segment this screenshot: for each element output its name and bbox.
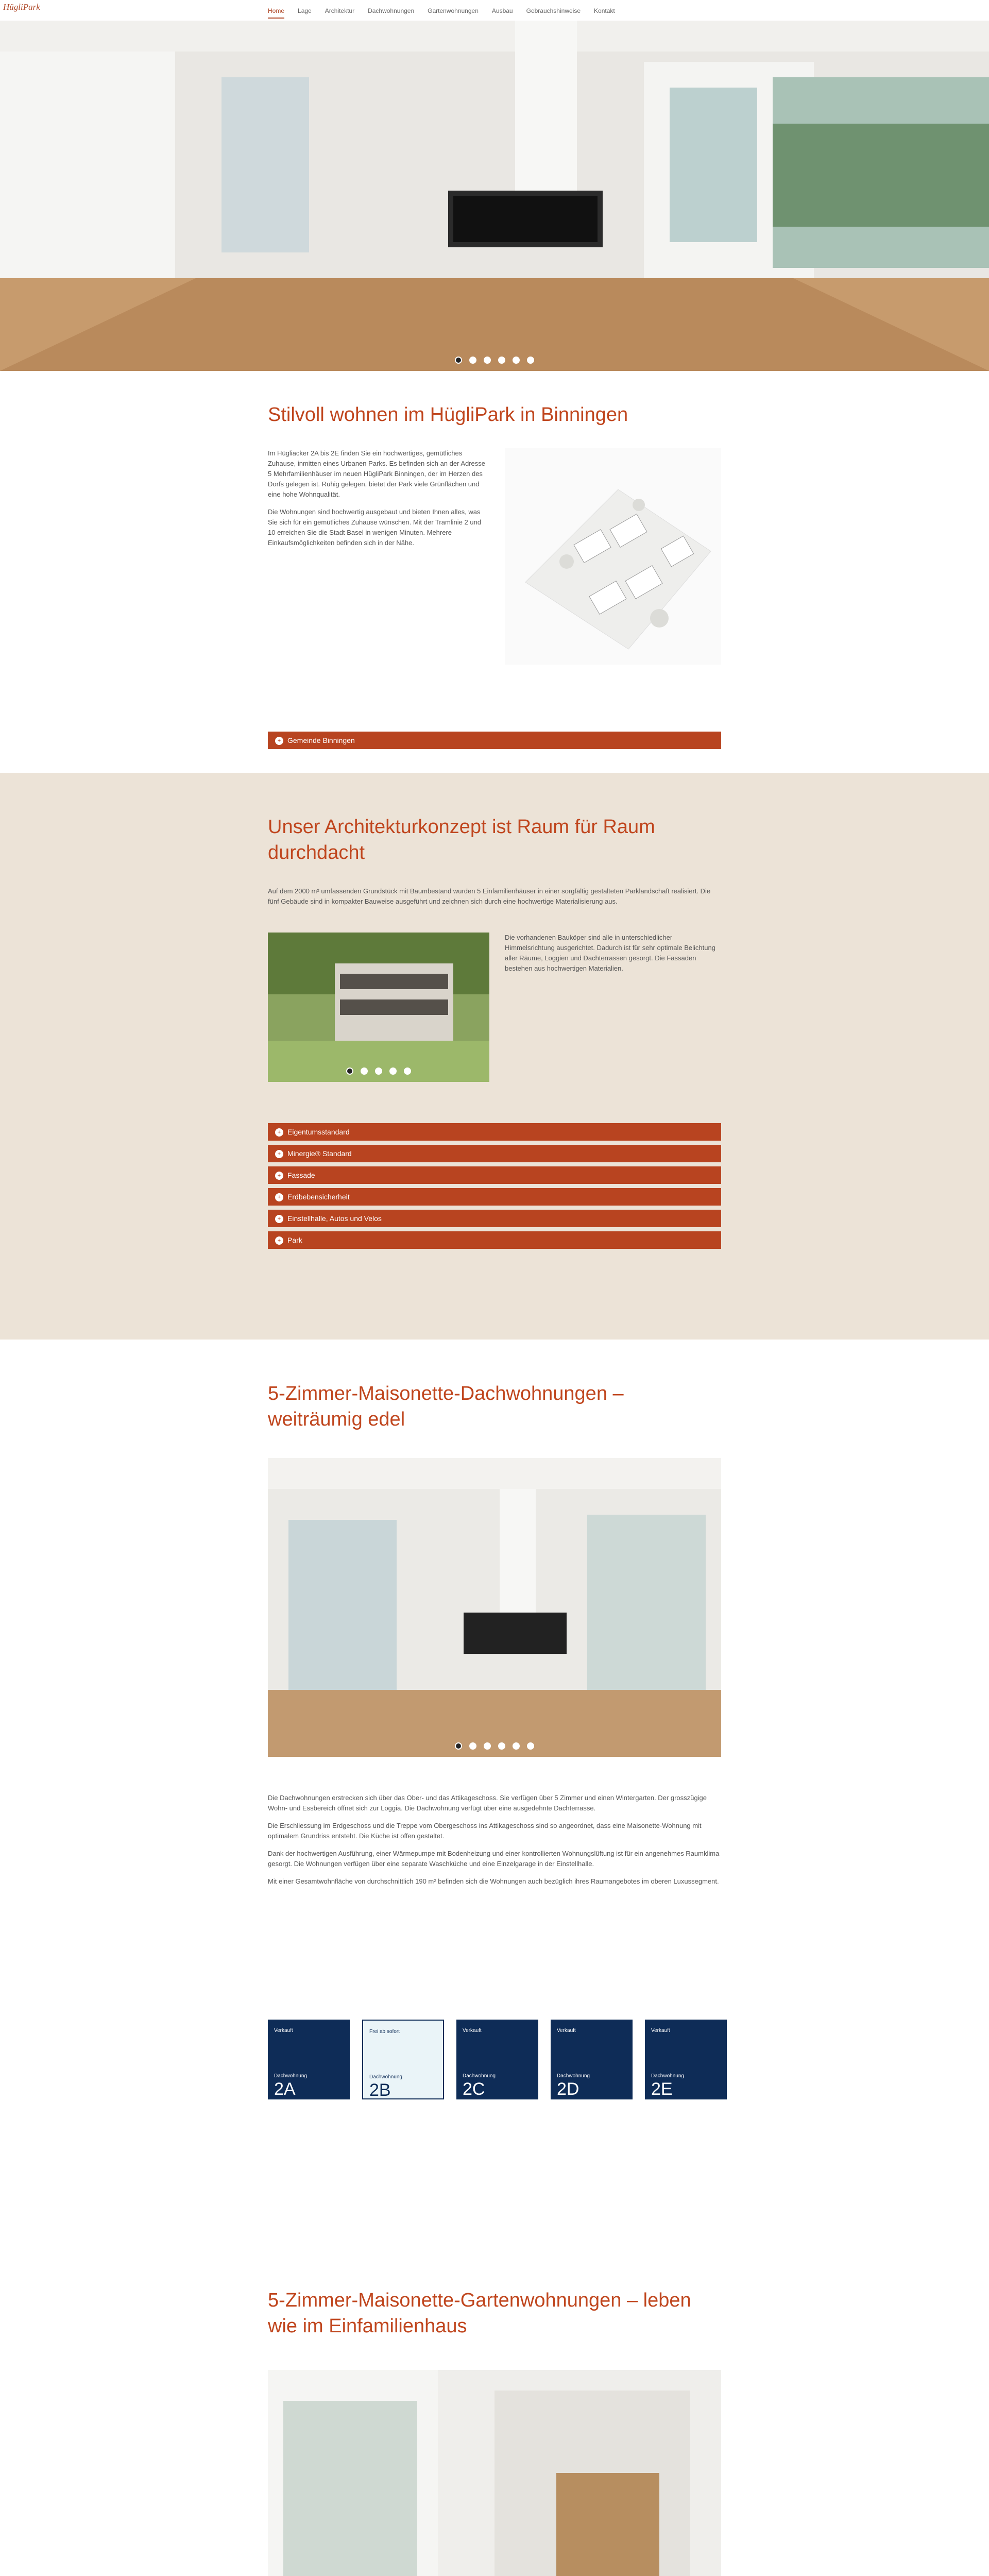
top-navigation [0,0,989,21]
accordion-label: Erdbebensicherheit [287,1193,350,1201]
slide-dot[interactable] [527,1742,534,1750]
accordion-label: Einstellhalle, Autos und Velos [287,1214,382,1223]
dach-unit-cards [268,2020,727,2099]
accordion-erdbebensicherheit[interactable] [268,1188,721,1206]
unit-card-2a[interactable] [268,2020,350,2099]
unit-type: Dachwohnung [463,2073,496,2079]
garten-title: 5-Zimmer-Maisonette-Gartenwohnungen – leben wie im Einfamilienhaus [268,2290,691,2337]
slide-dot[interactable] [469,1742,476,1750]
hero-slider-dots [0,357,989,364]
unit-status: Verkauft [463,2028,482,2033]
plus-icon: + [275,1215,283,1223]
accordion-label: Eigentumsstandard [287,1128,350,1136]
dach-slider-dots [268,1742,721,1750]
accordion-einstellhalle[interactable] [268,1210,721,1227]
unit-card-2c[interactable] [456,2020,538,2099]
slide-dot[interactable] [455,1742,462,1750]
accordion-label: Minergie® Standard [287,1149,352,1158]
architektur-section [0,773,989,1340]
dach-text-4: Mit einer Gesamtwohnfläche von durchschnittlich 190 m² befinden sich die Wohnungen auch bezüglich ihres Raumangebotes im oberen Luxussegment. [268,1877,719,1885]
intro-text-2: Die Wohnungen sind hochwertig ausgebaut und bieten Ihnen alles, was Sie sich für ein gemütliches Zuhause wünschen. Mit der Tramlinie 2 und 10 erreichen Sie die Stadt Basel in wenigen Minuten. Mehrere Einkaufsmöglichkeiten befinden sich in der Nähe. [268,508,482,547]
slide-dot[interactable] [498,1742,505,1750]
nav-kontakt[interactable]: Kontakt [594,7,615,14]
plus-icon: + [275,1150,283,1158]
intro-text-1: Im Hügliacker 2A bis 2E finden Sie ein hochwertiges, gemütliches Zuhause, inmitten eines Urbanen Parks. Es befinden sich an der Adresse 5 Mehrfamilienhäuser im neuen HügliPark Binningen, der im Herzen des Dorfs gelegen ist. Ruhig gelegen, bietet der Park viele Grünflächen und eine hohe Wohnqualität. [268,449,486,498]
site-plan-map [505,448,721,665]
unit-type: Dachwohnung [651,2073,684,2079]
garten-photo-slider [268,2370,721,2576]
unit-number: 2A [274,2079,296,2099]
architektur-title: Unser Architekturkonzept ist Raum für Raum durchdacht [268,816,655,863]
nav-home[interactable]: Home [268,7,284,19]
dach-text-2: Die Erschliessung im Erdgeschoss und die Treppe vom Obergeschoss ins Attikageschoss sind so angeordnet, dass eine Maisonette-Wohnung mit optimalem Grundriss entsteht. Die Küche ist offen gestaltet. [268,1822,702,1840]
plus-icon: + [275,1193,283,1201]
slide-dot[interactable] [389,1067,397,1075]
unit-status: Frei ab sofort [369,2029,400,2035]
unit-status: Verkauft [274,2028,293,2033]
unit-number: 2D [557,2079,579,2099]
main-menu [268,7,615,19]
accordion-label: Park [287,1236,302,1244]
dach-text-1: Die Dachwohnungen erstrecken sich über das Ober- und das Attikageschoss. Sie verfügen über 5 Zimmer und einen Wintergarten. Der grosszügige Wohn- und Essbereich öffnet sich zur Loggia. Die Dachwohnung verfügt über eine ausgedehnte Dachterrasse. [268,1794,707,1812]
hero-slider [0,21,989,371]
architektur-slider-dots [268,1067,489,1075]
slide-dot[interactable] [513,357,520,364]
plus-icon: + [275,1128,283,1137]
slide-dot[interactable] [375,1067,382,1075]
slide-dot[interactable] [498,357,505,364]
unit-card-2d[interactable] [551,2020,633,2099]
slide-dot[interactable] [527,357,534,364]
accordion-fassade[interactable] [268,1166,721,1184]
unit-number: 2B [369,2080,391,2100]
gemeinde-binningen-label: Gemeinde Binningen [287,736,355,744]
unit-type: Dachwohnung [557,2073,590,2079]
garten-photo [268,2370,721,2576]
slide-dot[interactable] [469,357,476,364]
nav-dachwohnungen[interactable]: Dachwohnungen [368,7,415,14]
hero-photo [0,21,989,371]
site-logo[interactable]: HügliPark [3,2,40,12]
slide-dot[interactable] [455,357,462,364]
accordion-label: Fassade [287,1171,315,1179]
unit-type: Dachwohnung [274,2073,307,2079]
gemeinde-binningen-link[interactable] [268,732,721,749]
architektur-photo-slider [268,933,489,1082]
accordion-park[interactable] [268,1231,721,1249]
nav-gebrauchshinweise[interactable]: Gebrauchshinweise [526,7,581,14]
slide-dot[interactable] [361,1067,368,1075]
unit-status: Verkauft [651,2028,670,2033]
architektur-text-2: Die vorhandenen Bauköper sind alle in unterschiedlicher Himmelsrichtung ausgerichtet. Dadurch ist für sehr optimale Belichtung aller Räume, Loggien und Dachterrassen gesorgt. Die Fassaden bestehen aus hochwertigen Materialien. [505,934,715,972]
unit-card-2e[interactable] [645,2020,727,2099]
nav-lage[interactable]: Lage [298,7,312,14]
dach-photo-slider [268,1458,721,1757]
architektur-text-1: Auf dem 2000 m² umfassenden Grundstück mit Baumbestand wurden 5 Einfamilienhäuser in einer sorgfältig gestalteten Parklandschaft realisiert. Die fünf Gebäude sind in kompakter Bauweise ausgeführt und zeichnen sich durch eine hochwertige Materialisierung aus. [268,887,711,905]
dach-text-3: Dank der hochwertigen Ausführung, einer Wärmepumpe mit Bodenheizung und einer kontrollierten Wohnungslüftung ist für ein angenehmes Raumklima gesorgt. Die Wohnungen verfügen über eine separate Waschküche und eine Einzelgarage in der Einstellhalle. [268,1850,720,1868]
plus-icon: + [275,737,283,745]
architektur-accordion [268,1123,721,1253]
slide-dot[interactable] [404,1067,411,1075]
unit-number: 2C [463,2079,485,2099]
accordion-minergie[interactable] [268,1145,721,1162]
dachwohnungen-section [0,1340,989,2267]
unit-card-2b[interactable] [362,2020,444,2099]
gartenwohnungen-section [0,2267,989,2576]
unit-status: Verkauft [557,2028,576,2033]
dach-title: 5-Zimmer-Maisonette-Dachwohnungen – weiträumig edel [268,1383,624,1430]
nav-architektur[interactable]: Architektur [325,7,355,14]
slide-dot[interactable] [484,1742,491,1750]
nav-gartenwohnungen[interactable]: Gartenwohnungen [428,7,479,14]
architektur-photo [268,933,489,1082]
slide-dot[interactable] [346,1067,353,1075]
plus-icon: + [275,1172,283,1180]
unit-number: 2E [651,2079,673,2099]
intro-section [0,371,989,773]
unit-type: Dachwohnung [369,2074,402,2080]
dach-photo [268,1458,721,1757]
nav-ausbau[interactable]: Ausbau [491,7,513,14]
slide-dot[interactable] [484,357,491,364]
intro-title: Stilvoll wohnen im HügliPark in Binningen [268,404,628,426]
plus-icon: + [275,1236,283,1245]
slide-dot[interactable] [513,1742,520,1750]
accordion-eigentumsstandard[interactable] [268,1123,721,1141]
